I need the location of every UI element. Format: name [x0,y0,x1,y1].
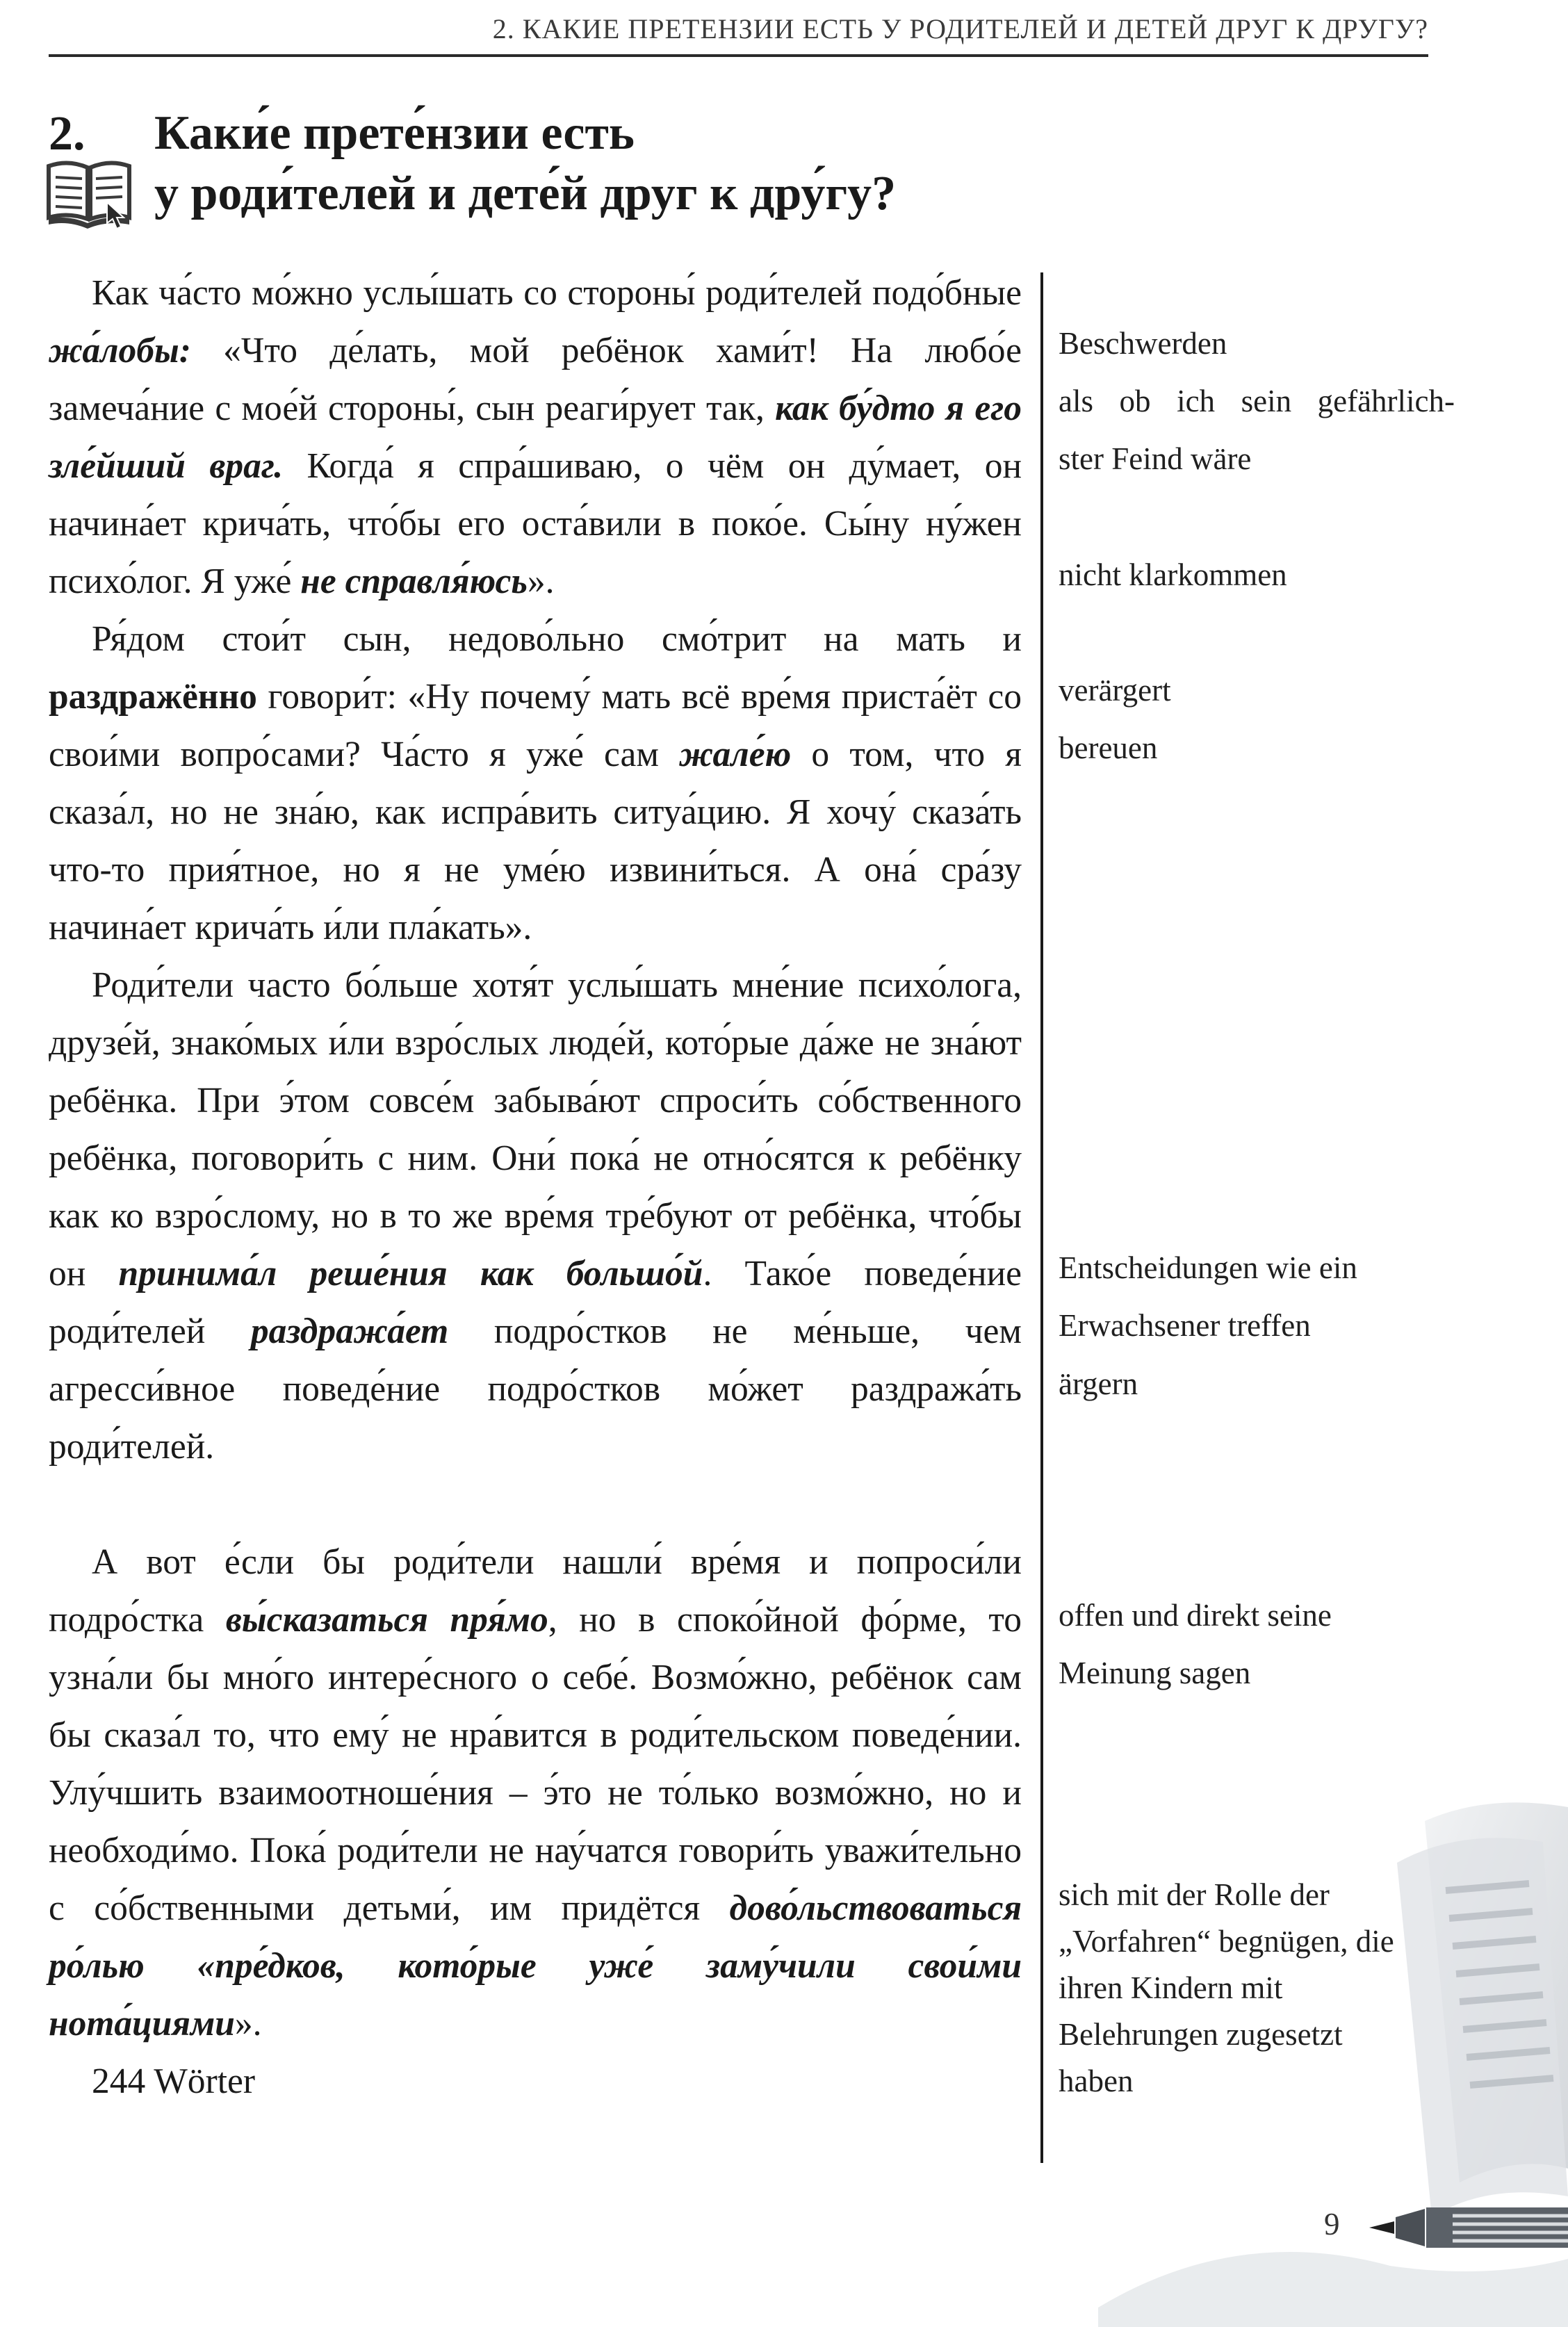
vocab-term: жа́лобы: [49,331,191,370]
text-run: А вот е́сли бы роди́тели нашли́ вре́мя и попроси́ли подро́стка [49,1542,1022,1640]
text-run: Роди́тели часто бо́льше хотя́т услы́шать мне́ние психо́лога, друзе́й, знако́мых и́ли взро́слых люде́й, кото́рые да́же не зна́ют ребёнка. При э́том совсе́м забыва́ют спроси́ть со́бственного ребёнка, поговори́ть с ним. Они́ пока́ не отно́сятся к ребёнку как ко взро́слому, но в то же вре́мя тре́буют от ребёнка, что́бы он [49,965,1022,1293]
paragraph-2 [49,610,1022,956]
text-run: Как ча́сто мо́жно услы́шать со стороны́ роди́телей подо́бные [92,273,1022,313]
text-run: ». [527,562,555,601]
vocab-term: раздражённо [49,677,257,717]
gloss-vorfahren: sich mit der Rolle der „Vorfahren“ begnügen, die ihren Kindern mit Belehrungen zugesetzt haben [1059,1877,1394,2098]
paragraph-3 [49,956,1022,1476]
text-run: Ря́дом стои́т сын, недово́льно смо́трит на мать и [92,619,1022,659]
text-run: ». [234,2004,262,2043]
vocab-term: вы́сказаться пря́мо [225,1600,548,1640]
text-run: «Что де́лать, мой ребёнок хами́т! На любо́е замеча́ние с мое́й стороны́, сын реаги́рует так, [49,331,1022,428]
gloss-veraergert: verärgert [1059,673,1171,708]
chapter-title-line-1: Каки́е прете́нзии есть [154,106,635,160]
gloss-entscheidungen: Entscheidungen wie ein Erwachsener treffen [1059,1250,1357,1343]
text-run: о том, что я сказа́л, но не зна́ю, как испра́вить ситуа́цию. Я хочу́ сказа́ть что-то прия́тное, но я не уме́ю извини́ться. А она́ сра́зу начина́ет крича́ть и́ли пла́кать». [49,735,1022,947]
chapter-title [154,103,1058,224]
text-run: говори́т: «Ну почему́ мать всё вре́мя приста́ёт со свои́ми вопро́сами? Ча́сто я уже́ сам [49,677,1022,774]
vocab-term: как бу́дто я его зле́йший враг. [49,389,1022,486]
vocab-term: жале́ю [679,735,792,774]
gloss-aergern: ärgern [1059,1366,1138,1401]
gloss-als-ob-feind: als ob ich sein gefährlich- ster Feind wäre [1059,384,1455,476]
gloss-offen-direkt: offen und direkt seine Meinung sagen [1059,1598,1332,1690]
paragraph-4 [49,1533,1022,2052]
paragraph-1 [49,264,1022,610]
gloss-nicht-klarkommen: nicht klarkommen [1059,557,1287,592]
vocab-term: принима́л реше́ния как большо́й [118,1254,703,1293]
chapter-title-line-2: у роди́телей и дете́й друг к дру́гу? [154,167,897,220]
gloss-beschwerden: Beschwerden [1059,326,1227,361]
text-run: подро́стков не ме́ньше, чем агресси́вное поведе́ние подро́стков мо́жет раздража́ть роди́телей. [49,1312,1022,1467]
main-text [49,264,1022,2110]
text-run: Когда́ я спра́шиваю, о чём он ду́мает, он начина́ет крича́ть, что́бы его оста́вили в поко́е. Сы́ну ну́жен психо́лог. Я уже́ [49,446,1022,601]
gloss-bereuen: bereuen [1059,730,1158,765]
running-header: 2. КАКИЕ ПРЕТЕНЗИИ ЕСТЬ У РОДИТЕЛЕЙ И ДЕТЕЙ ДРУГ К ДРУГУ? [492,13,1428,44]
pen-icon [1369,2205,1568,2251]
book-icon [43,156,135,233]
column-divider [1040,272,1043,2163]
vocab-term: не справля́юсь [300,562,528,601]
header-rule [49,54,1428,57]
page-number: 9 [1324,2207,1340,2242]
chapter-number: 2. [49,107,85,161]
vocab-term: раздража́ет [250,1312,449,1351]
word-count: 244 Wörter [92,2061,256,2101]
text-run: , но в споко́йной фо́рме, то узна́ли бы мно́го интере́сного о себе́. Возмо́жно, ребёнок сам бы сказа́л то, что ему́ не нра́вится в роди́тельском поведе́нии. Улу́чшить взаимоотноше́ния – э́то не то́лько возмо́жно, но и необходи́мо. Пока́ роди́тели не нау́чатся говори́ть уважи́тельно с со́бственными детьми́, им придётся [49,1600,1022,1928]
text-run: . Тако́е поведе́ние роди́телей [49,1254,1022,1351]
vocab-term: дово́льствоваться ро́лью «пре́дков, кото́рые уже́ заму́чили свои́ми нота́циями [49,1888,1022,2043]
